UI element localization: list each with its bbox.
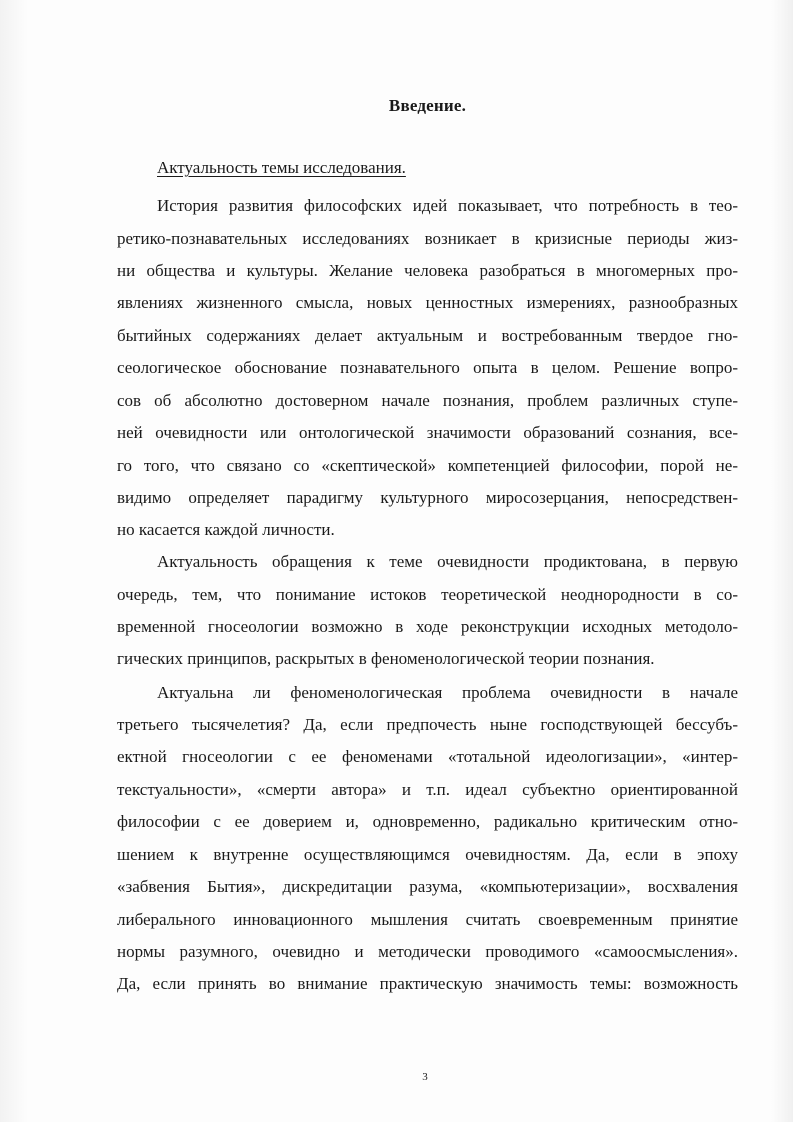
text-line: очередь, тем, что понимание истоков теоретической неоднородности в со-: [117, 585, 738, 604]
text-line: сов об абсолютно достоверном начале познания, проблем различных ступе-: [117, 391, 738, 410]
text-line: ней очевидности или онтологической значимости образований сознания, все-: [117, 423, 738, 442]
text-line: шением к внутренне осуществляющимся очевидностям. Да, если в эпоху: [117, 845, 738, 864]
text-line: «забвения Бытия», дискредитации разума, «компьютеризации», восхваления: [117, 877, 738, 896]
text-line: текстуальности», «смерти автора» и т.п. идеал субъектно ориентированной: [117, 780, 738, 799]
page-title: Введение.: [388, 96, 467, 115]
text-line: сеологическое обоснование познавательного опыта в целом. Решение вопро-: [117, 358, 738, 377]
text-line: третьего тысячелетия? Да, если предпочесть ныне господствующей бессубъ-: [117, 715, 738, 734]
text-line: явлениях жизненного смысла, новых ценностных измерениях, разнообразных: [117, 293, 738, 312]
text-line: временной гносеологии возможно в ходе реконструкции исходных методоло-: [117, 617, 738, 636]
scan-shadow-left: [0, 0, 28, 1122]
text-line: ни общества и культуры. Желание человека разобраться в многомерных про-: [117, 261, 738, 280]
text-line: видимо определяет парадигму культурного миросозерцания, непосредствен-: [117, 488, 738, 507]
text-line: История развития философских идей показывает, что потребность в тео-: [157, 196, 738, 215]
text-line: нормы разумного, очевидно и методически проводимого «самоосмысления».: [117, 942, 738, 961]
text-line: гических принципов, раскрытых в феноменологической теории познания.: [117, 649, 655, 668]
text-line: ретико-познавательных исследованиях возникает в кризисные периоды жиз-: [117, 229, 738, 248]
text-line: но касается каждой личности.: [117, 520, 335, 539]
text-line: бытийных содержаниях делает актуальным и востребованным твердое гно-: [117, 326, 738, 345]
scan-shadow-right: [771, 0, 793, 1122]
text-line: Актуальность обращения к теме очевидности продиктована, в первую: [157, 552, 738, 571]
text-line: го того, что связано со «скептической» компетенцией философии, порой не-: [117, 456, 738, 475]
text-line: ектной гносеологии с ее феноменами «тотальной идеологизации», «интер-: [117, 747, 738, 766]
text-line: Да, если принять во внимание практическую значимость темы: возможность: [117, 974, 738, 993]
section-heading: Актуальность темы исследования.: [157, 158, 406, 177]
text-line: Актуальна ли феноменологическая проблема очевидности в начале: [157, 683, 738, 702]
text-line: философии с ее доверием и, одновременно, радикально критическим отно-: [117, 812, 738, 831]
page-number: 3: [422, 1071, 428, 1083]
text-line: либерального инновационного мышления считать своевременным принятие: [117, 910, 738, 929]
